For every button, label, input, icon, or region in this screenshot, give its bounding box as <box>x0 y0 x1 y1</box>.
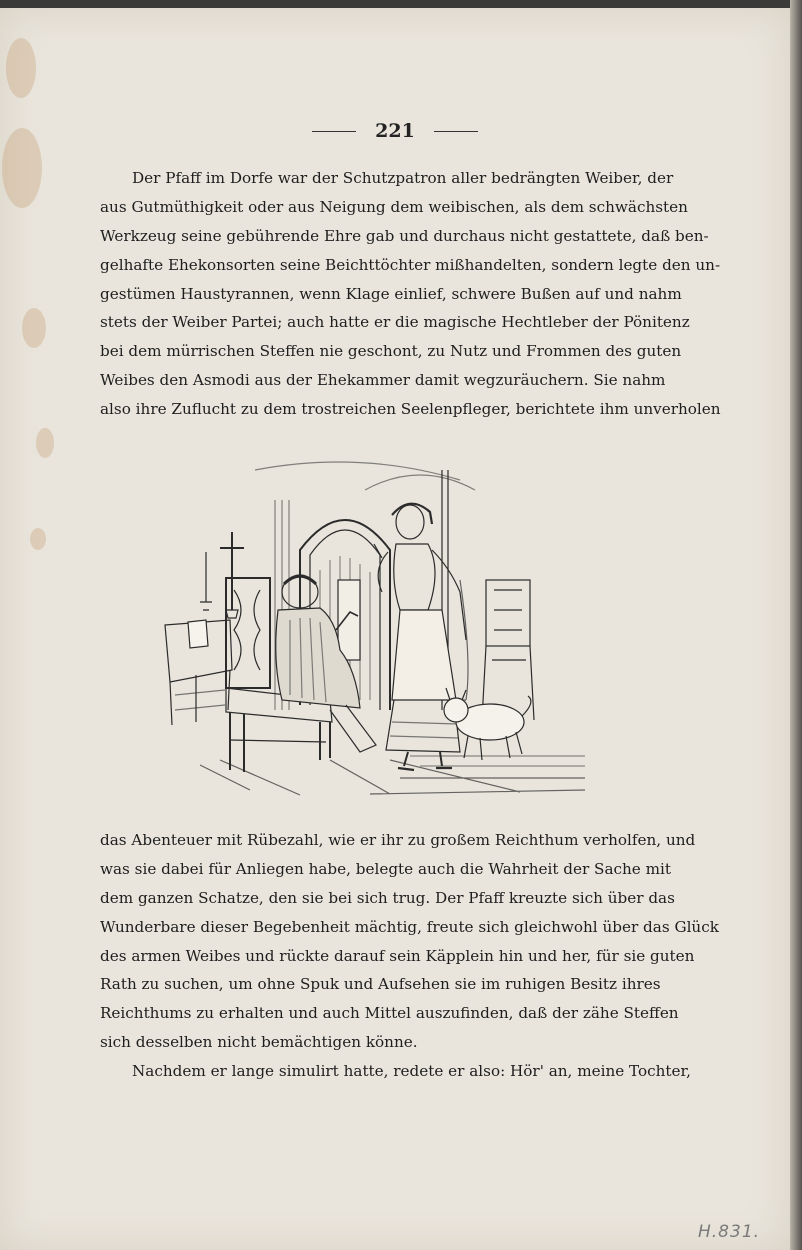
book-spine-edge <box>790 0 802 1250</box>
woodcut-illustration <box>160 460 590 805</box>
page-header <box>0 120 790 142</box>
standing-woman <box>374 504 468 770</box>
floorboards <box>200 756 585 795</box>
text-line: aus Gutmüthigkeit oder aus Neigung dem weibischen, als dem schwächsten <box>100 197 688 216</box>
text-line: Wunderbare dieser Begebenheit mächtig, freute sich gleichwohl über das Glück <box>100 917 719 936</box>
text-line: Weibes den Asmodi aus der Ehekammer damit wegzuräuchern. Sie nahm <box>100 371 666 390</box>
text-line: dem ganzen Schatze, den sie bei sich trug. Der Pfaff kreuzte sich über das <box>100 888 675 907</box>
text-line: des armen Weibes und rückte darauf sein Käpplein hin und her, für sie guten <box>100 946 695 965</box>
foxing-stain <box>36 428 54 458</box>
writing-desk <box>165 620 232 725</box>
paragraph-2 <box>100 826 719 1086</box>
small-dog <box>444 688 531 760</box>
background-chair <box>482 580 534 720</box>
page-number: 221 <box>375 120 415 142</box>
candlestick <box>200 552 212 610</box>
header-rule-right <box>434 131 478 132</box>
text-line: bei dem mürrischen Steffen nie geschont, zu Nutz und Frommen des guten <box>100 342 682 361</box>
text-line: das Abenteuer mit Rübezahl, wie er ihr zu großem Reichthum verholfen, und <box>100 831 696 849</box>
text-line: also ihre Zuflucht zu dem trostreichen Seelenpfleger, berichtete ihm unverholen <box>100 400 721 419</box>
text-line: stets der Weiber Partei; auch hatte er die magische Hechtleber der Pönitenz <box>100 313 690 332</box>
paragraph-3: Nachdem er lange simulirt hatte, redete er also: Hör' an, meine Tochter, <box>132 1062 691 1081</box>
text-line: gelhafte Ehekonsorten seine Beichttöchter mißhandelten, sondern legte den un- <box>100 255 721 274</box>
shelfmark: H.831. <box>698 1222 761 1242</box>
foxing-stain <box>6 38 36 98</box>
foxing-stain <box>22 308 46 348</box>
text-line: gestümen Haustyrannen, wenn Klage einlief, schwere Bußen auf und nahm <box>100 284 682 303</box>
text-line: was sie dabei für Anliegen habe, belegte auch die Wahrheit der Sache mit <box>100 859 671 878</box>
book-page <box>0 8 790 1250</box>
foxing-stain <box>30 528 46 550</box>
seated-priest <box>276 576 376 752</box>
text-line: Reichthums zu erhalten und auch Mittel auszufinden, daß der zähe Steffen <box>100 1004 679 1023</box>
paragraph-1 <box>100 164 721 424</box>
text-line: sich desselben nicht bemächtigen könne. <box>100 1033 418 1052</box>
text-line: Rath zu suchen, um ohne Spuk und Aufsehen sie im ruhigen Besitz ihres <box>100 975 661 994</box>
text-line: Werkzeug seine gebührende Ehre gab und durchaus nicht gestattete, daß ben- <box>100 226 709 245</box>
header-rule-left <box>312 131 356 132</box>
text-line: Der Pfaff im Dorfe war der Schutzpatron aller bedrängten Weiber, der <box>132 169 674 187</box>
